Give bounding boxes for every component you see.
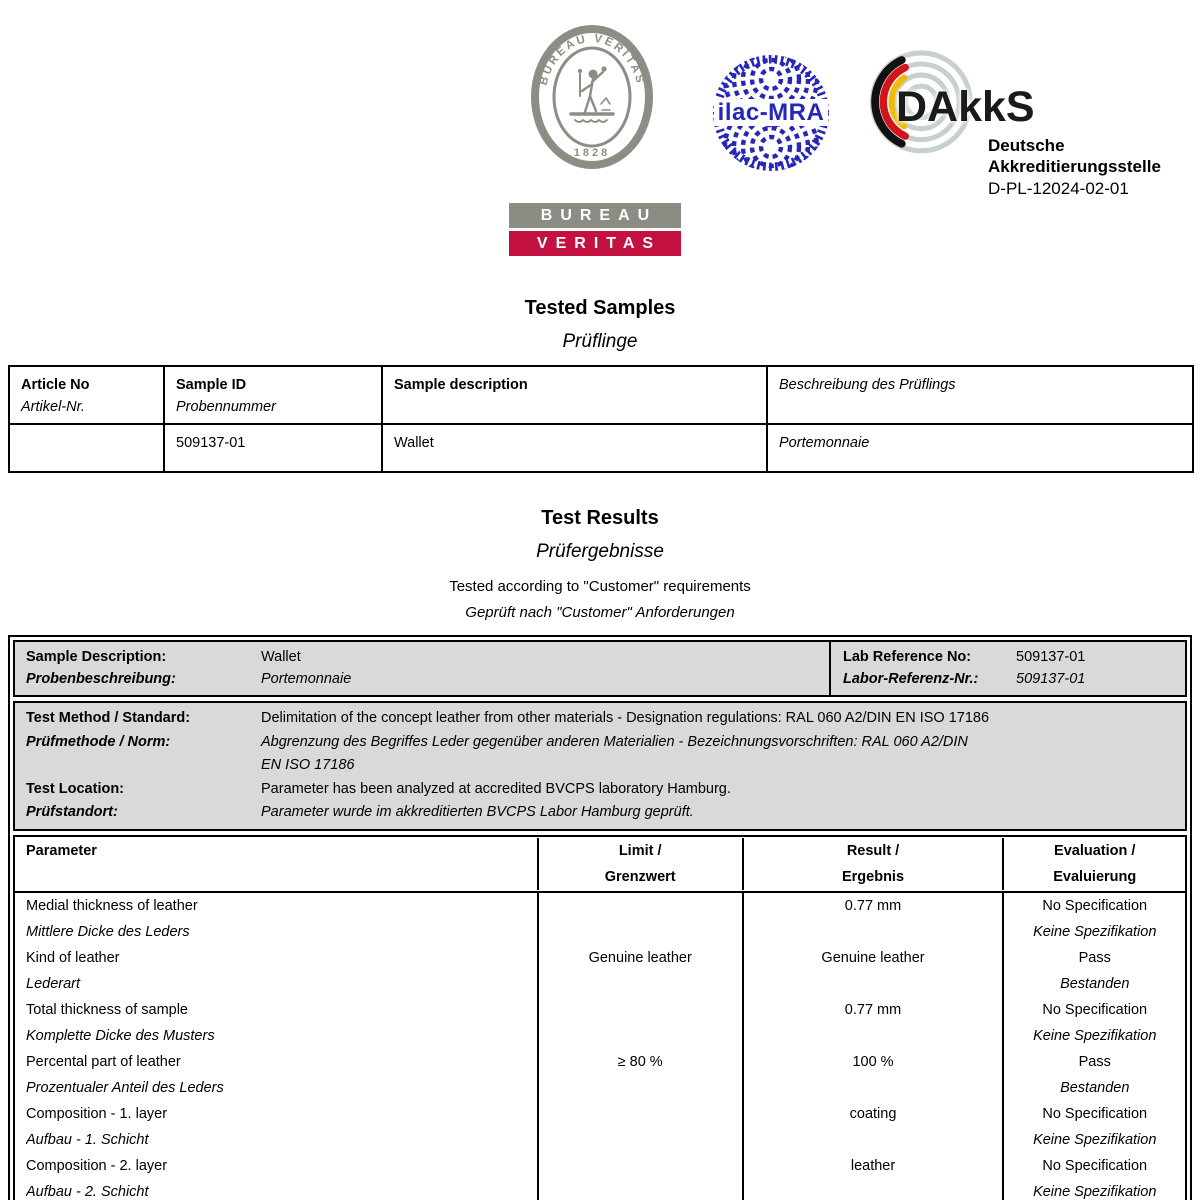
param-en: Medial thickness of leather <box>26 897 198 914</box>
limit-value <box>539 1101 742 1127</box>
labor-referenz-value: 509137-01 <box>1016 671 1086 687</box>
param-en: Total thickness of sample <box>26 1001 188 1018</box>
test-results-block <box>8 635 1192 1200</box>
evaluation-en: Pass <box>1078 1053 1111 1070</box>
table-row <box>15 1101 1185 1153</box>
header-parameter: Parameter <box>26 842 97 859</box>
tested-samples-title-de: Prüflinge <box>562 331 638 352</box>
header-result-de: Ergebnis <box>841 868 905 885</box>
evaluation-en: Pass <box>1078 949 1111 966</box>
bureau-veritas-emblem-icon <box>529 24 655 174</box>
dakks-line1: Deutsche <box>988 136 1065 155</box>
col-sample-description: Sample description <box>382 366 767 424</box>
limit-value <box>539 997 742 1023</box>
test-results-subtitle: Tested according to "Customer" requirements <box>449 578 751 595</box>
probenbeschreibung-value: Portemonnaie <box>261 671 352 687</box>
result-value: 0.77 mm <box>844 1001 902 1018</box>
result-value: Genuine leather <box>821 949 925 966</box>
method-location-box <box>13 701 1187 831</box>
evaluation-en: No Specification <box>1042 1001 1148 1018</box>
test-location-value: Parameter has been analyzed at accredited BVCPS laboratory Hamburg. <box>261 780 731 797</box>
samples-header-row <box>9 366 1193 424</box>
svg-text:1828: 1828 <box>573 147 611 159</box>
param-de: Mittlere Dicke des Leders <box>26 923 190 940</box>
ilac-mra-label: ilac-MRA <box>717 99 825 126</box>
sample-description-value: Wallet <box>261 649 301 665</box>
lab-reference-label: Lab Reference No: <box>843 649 972 665</box>
table-row <box>15 945 1185 997</box>
evaluation-de: Keine Spezifikation <box>1033 1027 1157 1044</box>
dakks-accreditation-number: D-PL-12024-02-01 <box>988 179 1129 198</box>
test-results-title-de: Prüfergebnisse <box>536 541 664 562</box>
table-row <box>15 997 1185 1049</box>
pruefstandort-value: Parameter wurde im akkreditierten BVCPS Labor Hamburg geprüft. <box>261 804 694 820</box>
param-de: Prozentualer Anteil des Leders <box>26 1079 224 1096</box>
probenbeschreibung-label: Probenbeschreibung: <box>26 671 176 687</box>
result-value: coating <box>849 1105 897 1122</box>
evaluation-de: Bestanden <box>1060 975 1130 992</box>
table-row <box>15 893 1185 945</box>
header-limit-de: Grenzwert <box>604 868 676 885</box>
param-en: Composition - 2. layer <box>26 1157 168 1174</box>
pruefmethode-value-line1: Abgrenzung des Begriffes Leder gegenüber anderen Materialien - Bezeichnungsvorschriften: RAL 060 A2/DIN <box>261 733 968 750</box>
param-de: Komplette Dicke des Musters <box>26 1027 215 1044</box>
param-en: Composition - 1. layer <box>26 1105 168 1122</box>
result-value: leather <box>850 1157 896 1174</box>
dakks-line2: Akkreditierungsstelle <box>988 157 1161 176</box>
header-limit-en: Limit / <box>618 842 662 859</box>
header-result-en: Result / <box>846 842 900 859</box>
bureau-veritas-wordmark <box>509 203 681 256</box>
evaluation-en: No Specification <box>1042 1157 1148 1174</box>
header-evaluation-de: Evaluierung <box>1053 868 1137 885</box>
tested-samples-title: Tested Samples <box>524 297 676 319</box>
evaluation-en: No Specification <box>1042 897 1148 914</box>
header-evaluation-en: Evaluation / <box>1054 842 1136 859</box>
table-row <box>15 1153 1185 1200</box>
dakks-logo <box>858 44 1198 209</box>
dakks-wordmark: DAkkS <box>896 83 1035 131</box>
cell-description-en: Wallet <box>382 424 767 472</box>
document-header <box>0 0 1200 296</box>
test-method-value: Delimitation of the concept leather from other materials - Designation regulations: RAL 060 A2/DIN EN ISO 17186 <box>261 710 990 726</box>
evaluation-de: Keine Spezifikation <box>1033 1131 1157 1148</box>
pruefmethode-value-line2: EN ISO 17186 <box>261 757 355 773</box>
sample-description-section <box>15 642 829 695</box>
param-de: Aufbau - 1. Schicht <box>26 1131 149 1148</box>
tested-samples-table <box>8 365 1194 473</box>
test-results-subtitle-de: Geprüft nach "Customer" Anforderungen <box>465 604 735 621</box>
cell-description-de: Portemonnaie <box>767 424 1193 472</box>
param-de: Lederart <box>26 975 81 992</box>
param-en: Kind of leather <box>26 949 120 966</box>
veritas-box: VERITAS <box>509 231 681 256</box>
evaluation-de: Keine Spezifikation <box>1033 1183 1157 1200</box>
ilac-mra-logo-icon <box>710 52 832 174</box>
evaluation-de: Keine Spezifikation <box>1033 923 1157 940</box>
lab-reference-value: 509137-01 <box>1016 649 1086 665</box>
parameter-table <box>13 835 1187 1200</box>
limit-value <box>539 893 742 919</box>
samples-data-row <box>9 424 1193 472</box>
evaluation-en: No Specification <box>1042 1105 1148 1122</box>
col-beschreibung: Beschreibung des Prüflings <box>767 366 1193 424</box>
sample-info-box <box>13 640 1187 697</box>
test-method-label: Test Method / Standard: <box>26 710 191 726</box>
limit-value: Genuine leather <box>588 949 692 966</box>
result-value: 0.77 mm <box>844 897 902 914</box>
col-sample-id: Sample ID Probennummer <box>164 366 382 424</box>
col-article-no: Article No Artikel-Nr. <box>9 366 164 424</box>
table-row <box>15 1049 1185 1101</box>
test-results-title: Test Results <box>541 507 659 529</box>
limit-value: ≥ 80 % <box>617 1053 663 1070</box>
param-de: Aufbau - 2. Schicht <box>26 1183 149 1200</box>
lab-reference-section <box>829 642 1185 695</box>
parameter-header-row <box>15 837 1185 893</box>
pruefstandort-label: Prüfstandort: <box>26 804 118 820</box>
evaluation-de: Bestanden <box>1060 1079 1130 1096</box>
cell-sample-id: 509137-01 <box>164 424 382 472</box>
labor-referenz-label: Labor-Referenz-Nr.: <box>843 671 979 687</box>
param-en: Percental part of leather <box>26 1053 181 1070</box>
sample-description-label: Sample Description: <box>26 649 167 665</box>
pruefmethode-label: Prüfmethode / Norm: <box>26 733 171 750</box>
result-value: 100 % <box>852 1053 894 1070</box>
bureau-box: BUREAU <box>509 203 681 228</box>
test-location-label: Test Location: <box>26 780 125 797</box>
limit-value <box>539 1153 742 1179</box>
svg-text:BUREAU VERITAS: BUREAU VERITAS <box>537 32 647 87</box>
cell-article-no <box>9 424 164 472</box>
